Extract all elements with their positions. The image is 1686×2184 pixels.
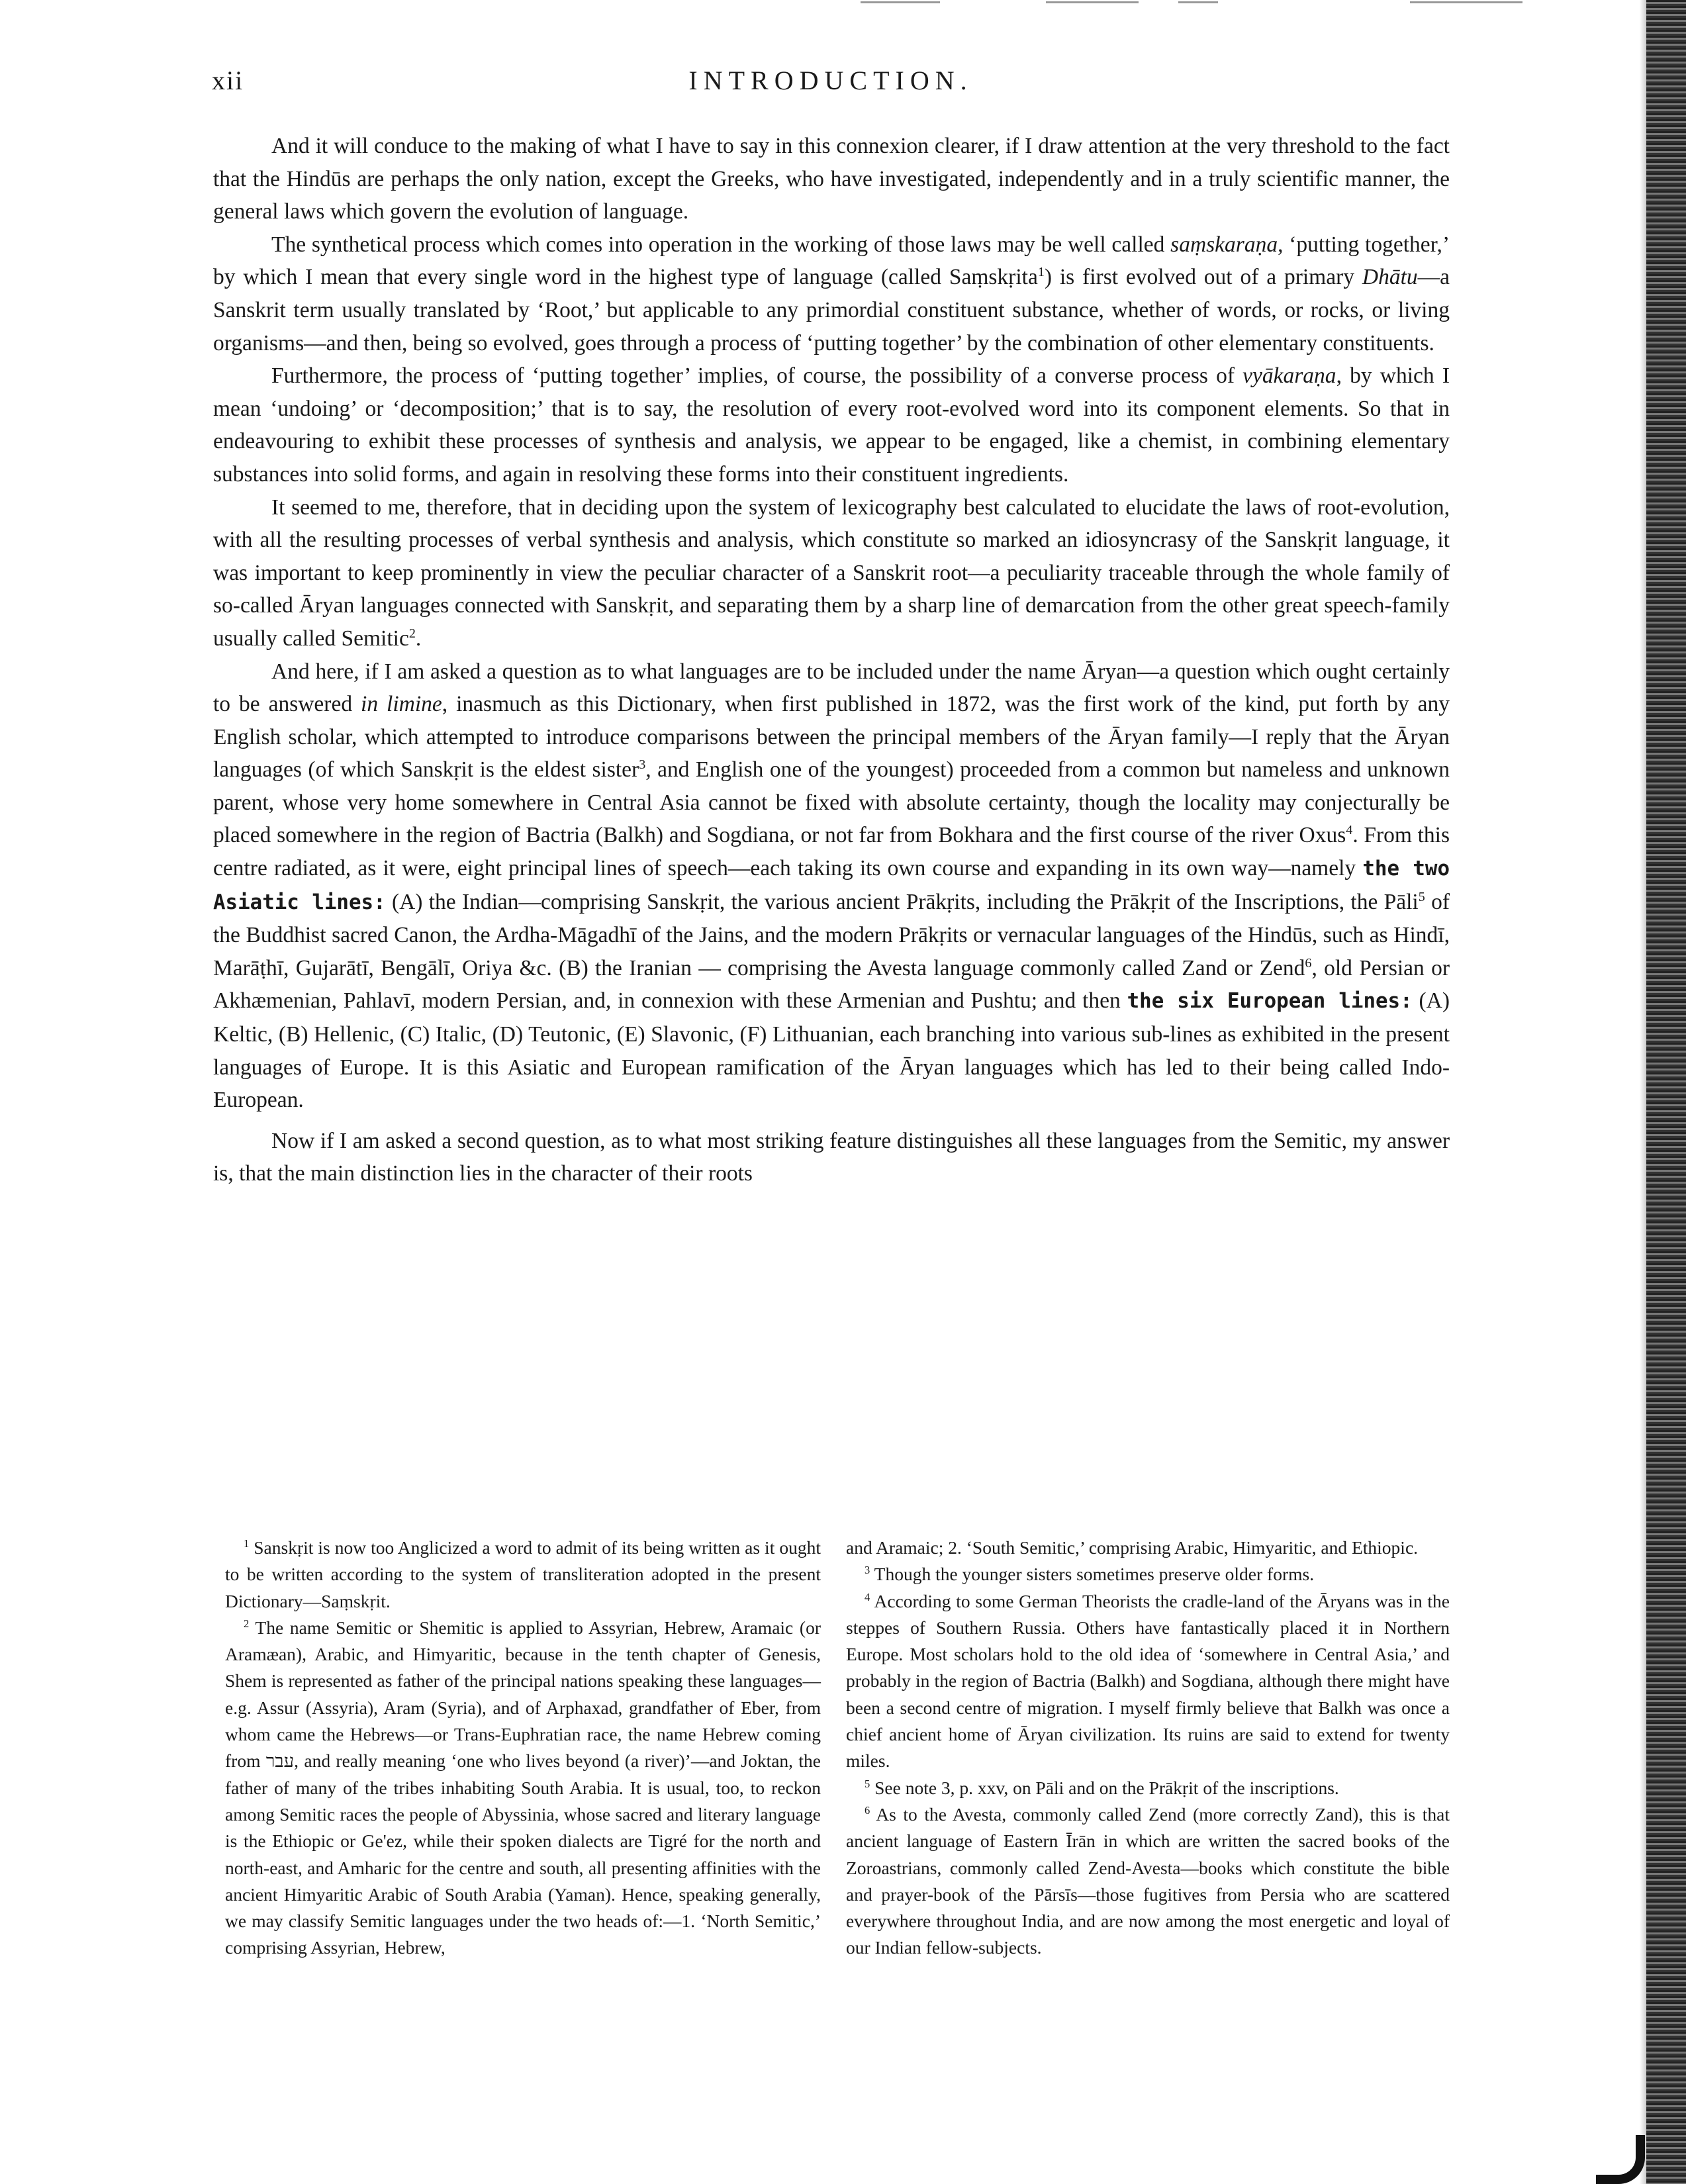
- running-head: INTRODUCTION.: [688, 66, 973, 95]
- text-run: And here, if I am asked a question as to what languages are to be included under the name Āryan—a question which ought certainly to be answered: [213, 659, 1450, 717]
- text-run: ) is first evolved out of a primary: [1044, 265, 1362, 290]
- text-run: , ‘putting together,’ by which I mean that every single word in the highest type of language (called Saṃskṛita: [213, 232, 1450, 290]
- paragraph-2: [213, 228, 1450, 359]
- text-run: (A) Keltic, (B) Hellenic, (C) Italic, (D) Teutonic, (E) Slavonic, (F) Lithuanian, each branching into various sub-lines as exhibited in the present languages of Europe. It is this Asiatic and European ramification of the Āryan languages which has led to their being called Indo-European.: [213, 988, 1450, 1113]
- footnote-text: , and really meaning ‘one who lives beyond (a river)’—and Joktan, the father of many of the tribes inhabiting South Arabia. It is usual, too, to reckon among Semitic races the people of Abyssinia, whose sacred and literary language is the Ethiopic or Ge'ez, while their spoken dialects are Tigré for the north and north-east, and Amharic for the centre and south, all presenting affinities with the ancient Himyaritic Arabic of South Arabia (Yaman). Hence, speaking generally, we may classify Semitic languages under the two heads of:—1. ‘North Semitic,’ comprising Assyrian, Hebrew,: [225, 1750, 821, 1958]
- page-number: xii: [212, 66, 244, 95]
- footnote-ref: 3: [639, 757, 646, 773]
- page-header: [212, 65, 1450, 105]
- footnote-mark: 1: [244, 1537, 250, 1550]
- footnote-6: [846, 1801, 1450, 1962]
- footnote-ref: 5: [1418, 889, 1425, 904]
- footnote-text: The name Semitic or Shemitic is applied to Assyrian, Hebrew, Aramaic (or Aramæan), Arabic, and Himyaritic, because in the tenth chapter of Genesis, Shem is represented as father of the principal nations speaking these languages—e.g. Assur (Assyria), Aram (Syria), and of Arphaxad, grandfather of Eber, from whom came the Hebrews—or Trans-Euphratian race, the name Hebrew coming from: [225, 1617, 821, 1772]
- bold-term: the two Asiatic lines:: [213, 857, 1450, 914]
- footnote-ref: 6: [1305, 955, 1312, 971]
- footnote-2-continued: [846, 1535, 1450, 1561]
- bold-term: the six European lines:: [1127, 989, 1413, 1014]
- text-run: , old Persian or Akhæmenian, Pahlavī, modern Persian, and, in connexion with these Armenian and Pushtu; and then: [213, 955, 1450, 1014]
- footnote-ref: 4: [1346, 823, 1353, 838]
- scan-corner-mark: [1596, 2135, 1645, 2184]
- paragraph-3: [213, 359, 1450, 491]
- paragraph-6: [213, 1125, 1450, 1190]
- italic-term: Dhātu: [1362, 265, 1418, 290]
- text-run: —a Sanskrit term usually translated by ‘Root,’ but applicable to any primordial constituent substance, whether of words, or rocks, or living organisms—and then, being so evolved, goes through a process of ‘putting together’ by the combination of other elementary constituents.: [213, 265, 1450, 356]
- paragraph-1: [213, 130, 1450, 228]
- text-run: . From this centre radiated, as it were, eight principal lines of speech—each taking its own course and expanding in its own way—namely: [213, 823, 1450, 881]
- main-text: [213, 130, 1450, 1190]
- footnote-1: [225, 1535, 821, 1615]
- footnote-text: and Aramaic; 2. ‘South Semitic,’ comprising Arabic, Himyaritic, and Ethiopic.: [846, 1537, 1419, 1558]
- paragraph-4: [213, 491, 1450, 655]
- footnotes-right-column: [846, 1535, 1450, 1962]
- footnote-mark: 3: [865, 1564, 870, 1577]
- footnote-mark: 5: [865, 1777, 870, 1790]
- footnote-ref: 1: [1037, 265, 1045, 280]
- text-run: Furthermore, the process of ‘putting together’ implies, of course, the possibility of a converse process of: [271, 363, 1243, 389]
- footnote-ref: 2: [408, 626, 416, 641]
- scan-binding-shadow: [1640, 0, 1646, 2184]
- footnotes-left-column: [225, 1535, 821, 1962]
- italic-term: in limine: [361, 692, 442, 717]
- footnote-text: See note 3, p. xxv, on Pāli and on the Prākṛit of the inscriptions.: [874, 1777, 1339, 1798]
- text-run: of the Buddhist sacred Canon, the Ardha-Māgadhī of the Jains, and the modern Prākṛits or vernacular languages of the Hindūs, such as Hindī, Marāṭhī, Gujarātī, Bengālī, Oriya &c. (B) the Iranian — comprising the Avesta language commonly called Zand or Zend: [213, 889, 1450, 980]
- footnote-text: Though the younger sisters sometimes preserve older forms.: [874, 1564, 1315, 1585]
- footnote-4: [846, 1588, 1450, 1775]
- paragraph-6-text: Now if I am asked a second question, as to what most striking feature distinguishes all these languages from the Semitic, my answer is, that the main distinction lies in the character of their roots: [213, 1128, 1450, 1186]
- footnote-mark: 4: [865, 1590, 870, 1603]
- text-run: (A) the Indian—comprising Sanskṛit, the various ancient Prākṛits, including the Prākṛit of the Inscriptions, the Pāli: [385, 889, 1419, 914]
- footnote-text: Sanskṛit is now too Anglicized a word to admit of its being written as it ought to be written according to the system of transliteration adopted in the present Dictionary—Saṃskṛit.: [225, 1537, 821, 1611]
- text-run: , by which I mean ‘undoing’ or ‘decomposition;’ that is to say, the resolution of every root-evolved word into its component elements. So that in endeavouring to exhibit these processes of synthesis and analysis, we appear to be engaged, like a chemist, in combining elementary substances into solid forms, and again in resolving these forms into their constituent ingredients.: [213, 363, 1450, 487]
- italic-term: saṃskaraṇa: [1170, 232, 1278, 257]
- scan-top-marks: [861, 0, 1522, 5]
- footnote-text: According to some German Theorists the cradle-land of the Āryans was in the steppes of Southern Russia. Others have fantastically placed it in Northern Europe. Most scholars hold to the old idea of ‘somewhere in Central Asia,’ and probably in the region of Bactria (Balkh) and Sogdiana, although there might have been a second centre of migration. I myself firmly believe that Balkh was once a chief ancient home of Āryan civilization. Its ruins are said to extend for twenty miles.: [846, 1590, 1450, 1772]
- text-run: The synthetical process which comes into operation in the working of those laws may be well called: [271, 232, 1171, 257]
- text-run: .: [415, 626, 422, 651]
- italic-term: vyākaraṇa: [1242, 363, 1336, 389]
- footnote-3: [846, 1561, 1450, 1588]
- hebrew-word: עבר: [265, 1750, 295, 1772]
- paragraph-1-text: And it will conduce to the making of what I have to say in this connexion clearer, if I draw attention at the very threshold to the fact that the Hindūs are perhaps the only nation, except the Greeks, who have investigated, independently and in a truly scientific manner, the general laws which govern the evolution of language.: [213, 134, 1450, 224]
- footnote-2: [225, 1615, 821, 1962]
- footnote-mark: 2: [244, 1617, 250, 1630]
- scan-binding-edge: [1646, 0, 1686, 2184]
- text-run: , and English one of the youngest) proceeded from a common but nameless and unknown parent, whose very home somewhere in Central Asia cannot be fixed with absolute certainty, though the locality may conjecturally be placed somewhere in the region of Bactria (Balkh) and Sogdiana, or not far from Bokhara and the first course of the river Oxus: [213, 757, 1450, 848]
- footnote-mark: 6: [865, 1803, 870, 1817]
- footnote-5: [846, 1775, 1450, 1801]
- text-run: , inasmuch as this Dictionary, when first published in 1872, was the first work of the kind, put forth by any English scholar, which attempted to introduce comparisons between the principal members of the Āryan family—I reply that the Āryan languages (of which Sanskṛit is the eldest sister: [213, 692, 1450, 783]
- footnote-text: As to the Avesta, commonly called Zend (more correctly Zand), this is that ancient language of Eastern Īrān in which are written the sacred books of the Zoroastrians, commonly called Zend-Avesta—books which constitute the bible and prayer-book of the Pārsīs—those fugitives from Persia who are scattered everywhere throughout India, and are now among the most energetic and loyal of our Indian fellow-subjects.: [846, 1803, 1450, 1958]
- paragraph-5: [213, 655, 1450, 1117]
- text-run: It seemed to me, therefore, that in deciding upon the system of lexicography best calculated to elucidate the laws of root-evolution, with all the resulting processes of verbal synthesis and analysis, which constitute so marked an idiosyncrasy of the Sanskṛit language, it was important to keep prominently in view the peculiar character of a Sanskrit root—a peculiarity traceable through the whole family of so-called Āryan languages connected with Sanskṛit, and separating them by a sharp line of demarcation from the other great speech-family usually called Semitic: [213, 495, 1450, 651]
